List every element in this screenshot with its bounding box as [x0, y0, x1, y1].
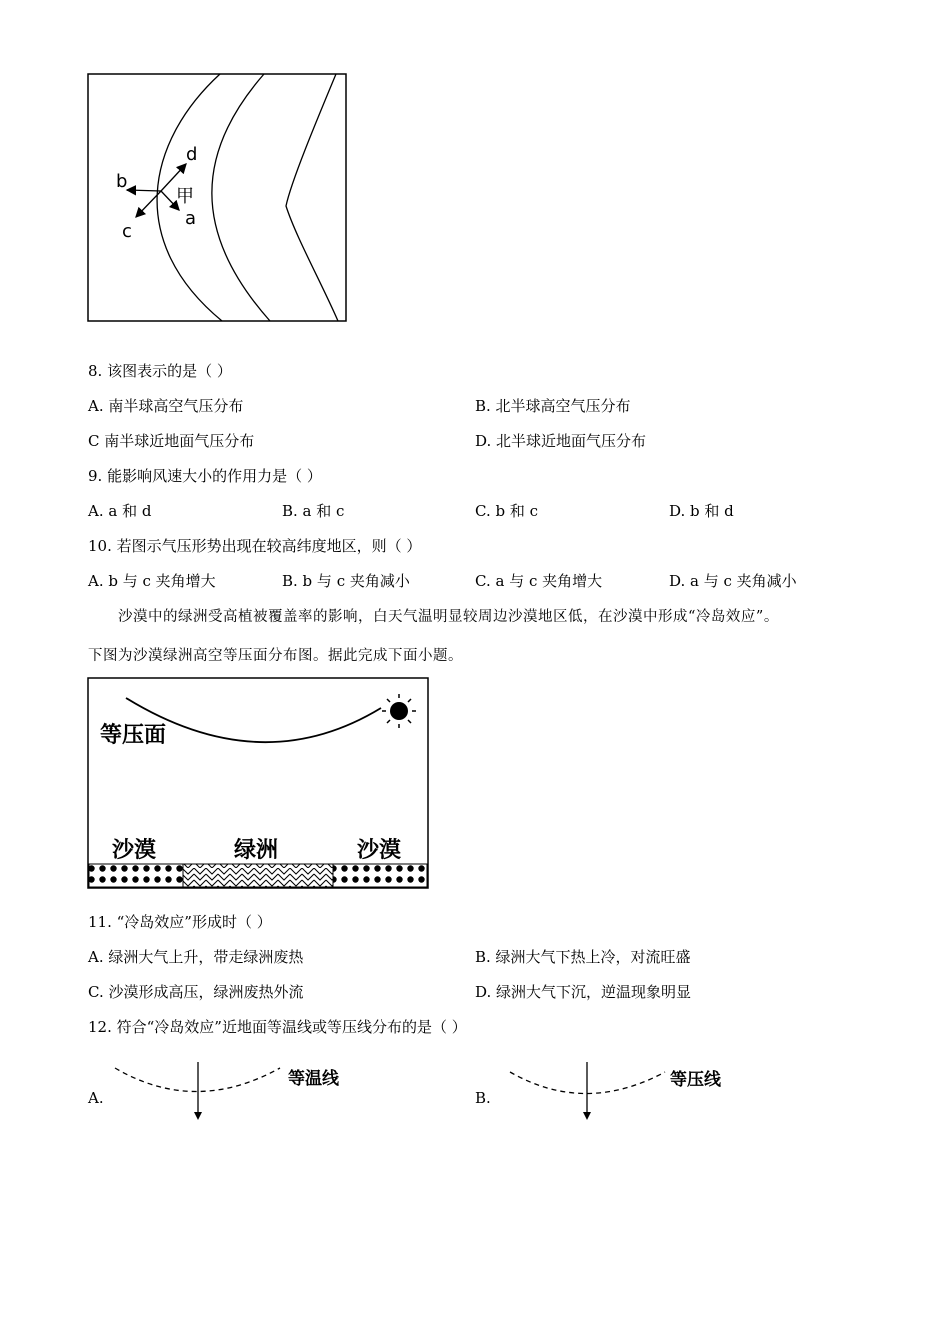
- isobar-line-2: [212, 74, 270, 321]
- isobar-line-label: 等压线: [670, 1070, 721, 1090]
- arrow-down-head: [194, 1112, 202, 1120]
- q9-option-b[interactable]: B. a 和 c: [282, 502, 345, 520]
- q12-option-a-figure[interactable]: [110, 1060, 360, 1122]
- q10-option-a[interactable]: A. b 与 c 夹角增大: [88, 572, 216, 590]
- figure-oasis-isobar: [86, 676, 432, 892]
- arrow-down-b-head: [583, 1112, 591, 1120]
- ground-desert-left: [89, 864, 183, 887]
- label-c: c: [122, 221, 132, 242]
- q8-option-a[interactable]: A. 南半球高空气压分布: [88, 397, 244, 415]
- q9-stem: 9. 能影响风速大小的作用力是（ ）: [88, 467, 322, 485]
- isotherm-label: 等温线: [288, 1069, 339, 1089]
- ground-desert-right: [333, 864, 427, 887]
- q12-option-a-letter[interactable]: A.: [88, 1089, 104, 1107]
- figure-frame: [88, 74, 346, 321]
- isobar-label: 等压面: [100, 723, 167, 748]
- q12-option-b-letter[interactable]: B.: [475, 1089, 491, 1107]
- q8-option-b[interactable]: B. 北半球高空气压分布: [475, 397, 631, 415]
- q11-stem: 11. “冷岛效应”形成时（ ）: [88, 913, 272, 931]
- region-oasis: 绿洲: [234, 838, 279, 863]
- q9-option-c[interactable]: C. b 和 c: [475, 502, 539, 520]
- q8-option-d[interactable]: D. 北半球近地面气压分布: [475, 432, 647, 450]
- q11-option-b[interactable]: B. 绿洲大气下热上冷，对流旺盛: [475, 948, 691, 966]
- q12-stem: 12. 符合“冷岛效应”近地面等温线或等压线分布的是（ ）: [88, 1018, 467, 1036]
- passage-line-2: 下图为沙漠绿洲高空等压面分布图。据此完成下面小题。: [88, 648, 463, 664]
- q10-stem: 10. 若图示气压形势出现在较高纬度地区，则（ ）: [88, 537, 422, 555]
- isobar-line-3: [286, 74, 338, 321]
- figure-isobar-forces: [86, 72, 350, 324]
- label-a: a: [185, 208, 197, 229]
- label-jia: 甲: [176, 186, 194, 207]
- ground-oasis: [183, 864, 333, 887]
- label-b: b: [116, 171, 128, 192]
- sun-icon: [382, 694, 416, 728]
- q9-option-a[interactable]: A. a 和 d: [88, 502, 152, 520]
- q8-option-c[interactable]: C 南半球近地面气压分布: [88, 432, 255, 450]
- q11-option-c[interactable]: C. 沙漠形成高压，绿洲废热外流: [88, 983, 304, 1001]
- q10-option-d[interactable]: D. a 与 c 夹角减小: [669, 572, 797, 590]
- label-d: d: [186, 144, 198, 165]
- q11-option-d[interactable]: D. 绿洲大气下沉，逆温现象明显: [475, 983, 692, 1001]
- q8-stem: 8. 该图表示的是（ ）: [88, 362, 232, 380]
- region-desert-right: 沙漠: [357, 838, 402, 863]
- q12-option-b-figure[interactable]: [505, 1060, 755, 1122]
- q9-option-d[interactable]: D. b 和 d: [669, 502, 734, 520]
- region-desert-left: 沙漠: [112, 838, 157, 863]
- q11-option-a[interactable]: A. 绿洲大气上升，带走绿洲废热: [88, 948, 304, 966]
- arrow-b: [127, 190, 161, 191]
- q10-option-b[interactable]: B. b 与 c 夹角减小: [282, 572, 410, 590]
- q10-option-c[interactable]: C. a 与 c 夹角增大: [475, 572, 603, 590]
- passage-line-1: 沙漠中的绿洲受高植被覆盖率的影响，白天气温明显较周边沙漠地区低，在沙漠中形成“冷岛效应”。: [118, 609, 779, 625]
